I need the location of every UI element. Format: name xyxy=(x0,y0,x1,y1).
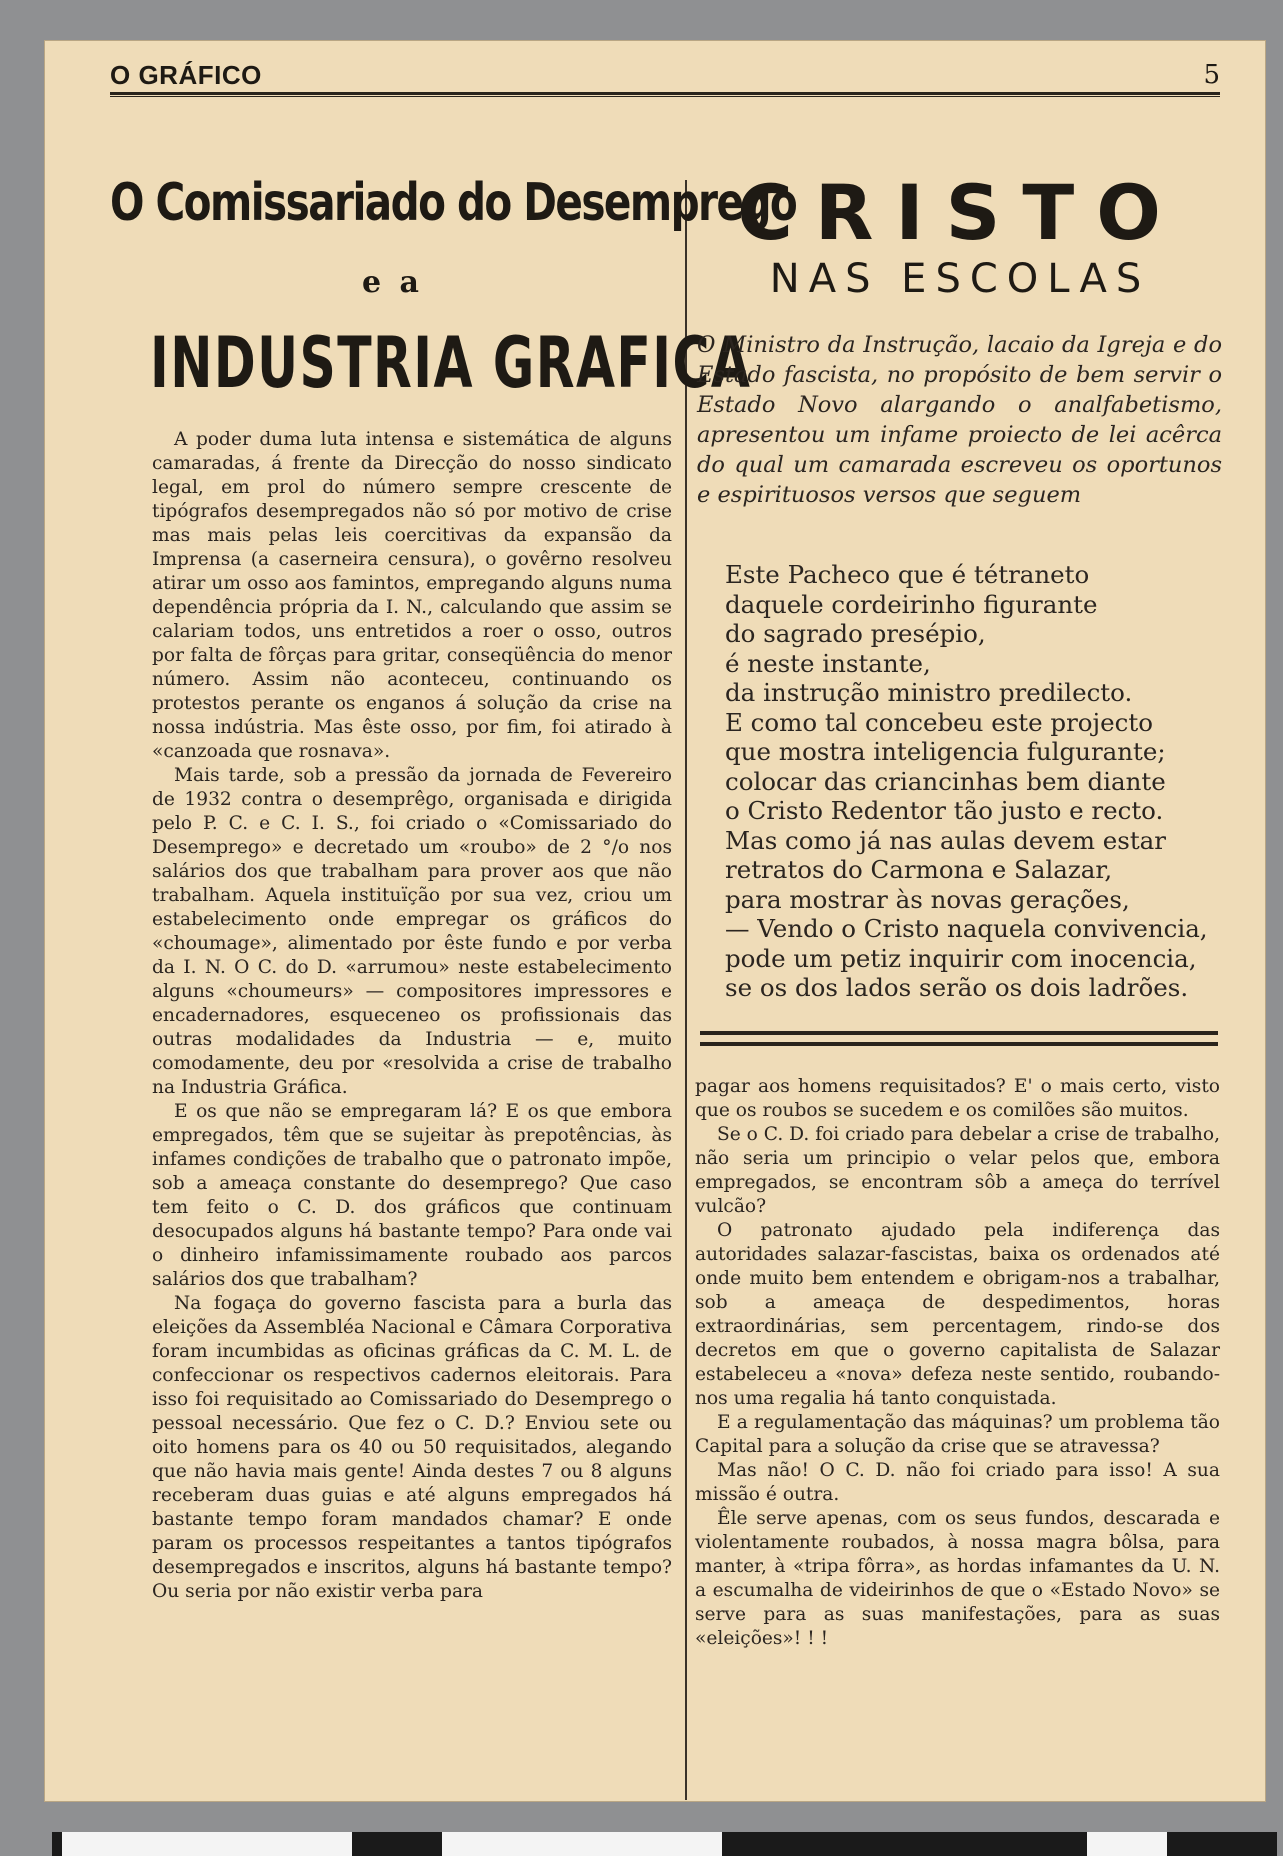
poem-line: que mostra inteligencia fulgurante; xyxy=(725,737,1166,766)
poem-line: E como tal concebeu este projecto xyxy=(725,707,1153,737)
publication-title: O GRÁFICO xyxy=(110,60,262,90)
poem-line: do sagrado presépio, xyxy=(725,619,986,648)
header-rule xyxy=(110,92,1220,95)
poem-line: Este Pacheco que é tétraneto xyxy=(725,560,1090,589)
poem-line: daquele cordeirinho figurante xyxy=(725,589,1098,619)
right-intro: O Ministro da Instrução, lacaio da Igreja e do Estado fascista, no propósito de bem servir o Estado Novo alargando o analfabetismo, apresentou um infame proiecto de lei acêrca do qual um camarada escreveu os oportunos e espirituosos versos que seguem xyxy=(697,332,1222,508)
poem-line: colocar das criancinhas bem diante xyxy=(725,766,1166,796)
paragraph: Na fogaça do governo fascista para a burla das eleições da Assembléa Nacional e Câmara Corporativa foram incumbidas as oficinas gráficas da C. M. L. de confeccionar os respectivos cadernos eleitorais. Para isso foi requisitado ao Comissariado do Desemprego o pessoal necessário. Que fez o C. D.? Enviou sete ou oito homens para os 40 ou 50 requisitados, alegando que não havia mais gente! Ainda destes 7 ou 8 alguns receberam duas guias e até alguns empregados há bastante tempo foram mandados chamar? E onde param os processos respeitantes a tantos tipógrafos desempregados e inscritos, alguns há bastante tempo? Ou seria por não existir verba para xyxy=(152,1293,672,1602)
poem-line: é neste instante, xyxy=(725,648,931,678)
paragraph: Se o C. D. foi criado para debelar a crise de trabalho, não seria um principio o velar pelos que, embora empregados, se encontram sôb a ameça do terrível vulcão? xyxy=(695,1124,1220,1217)
scan-scale-bar xyxy=(52,1832,1277,1856)
poem-line: se os dos lados serão os dois ladrões. xyxy=(725,973,1189,1002)
poem-line: da instrução ministro predilecto. xyxy=(725,678,1133,707)
poem-line: o Cristo Redentor tão justo e recto. xyxy=(725,796,1164,825)
paragraph: A poder duma luta intensa e sistemática de alguns camaradas, á frente da Direcção do nosso sindicato legal, em prol do número sempre crescente de tipógrafos desempregados não só por motivo de crise mas mais pelas leis coercitivas da expansão da Imprensa (a caserneira censura), o govêrno resolveu atirar um osso aos famintos, empregando alguns numa dependência própria da I. N., calculando que assim se calariam todos, uns entretidos a roer o osso, outros por falta de fôrças para gritar, conseqüência do menor número. Assim não aconteceu, continuando os protestos perante os enganos á solução da crise na nossa indústria. Mas êste osso, por fim, foi atirado à «canzoada que rosnava». xyxy=(152,429,672,762)
right-subheadline: NAS ESCOLAS xyxy=(769,256,1151,302)
poem xyxy=(725,560,1225,1003)
section-rule xyxy=(700,1042,1218,1046)
paragraph: E os que não se empregaram lá? E os que embora empregados, têm que se sujeitar às prepotências, às infames condições de trabalho que o patronato impõe, sob a ameaça constante do desemprego? Que caso tem feito o C. D. dos gráficos que continuam desocupados alguns há bastante tempo? Para onde vai o dinheiro infamissimamente roubado aos parcos salários dos que trabalham? xyxy=(152,1101,672,1290)
left-article-body xyxy=(152,428,672,1604)
column-divider xyxy=(685,180,687,1800)
right-headline: CRISTO xyxy=(737,168,1183,257)
poem-line: Mas como já nas aulas devem estar xyxy=(725,825,1166,855)
continuation-body xyxy=(695,1075,1220,1651)
paragraph: Mas não! O C. D. não foi criado para isso! A sua missão é outra. xyxy=(695,1460,1220,1505)
page-number: 5 xyxy=(1203,60,1220,90)
header-rule-thin xyxy=(110,96,1220,97)
poem-line: retratos do Carmona e Salazar, xyxy=(725,855,1113,884)
paragraph: Mais tarde, sob a pressão da jornada de Fevereiro de 1932 contra o desemprêgo, organisada e dirigida pelo P. C. e C. I. S., foi criado o «Comissariado do Desemprego» e decretado um «roubo» de 2 °/o nos salários dos que trabalham para prover aos que não trabalham. Aquela instituïção por sua vez, criou um estabelecimento onde empregar os gráficos do «choumage», alimentado por êste fundo e por verba da I. N. O C. do D. «arrumou» neste estabelecimento alguns «choumeurs» — compositores impressores e encadernadores, esqueceneo os profissionais das outras modalidades da Industria — e, muito comodamente, deu por «resolvida a crise de trabalho na Industria Gráfica. xyxy=(152,765,672,1098)
paragraph: pagar aos homens requisitados? E' o mais certo, visto que os roubos se sucedem e os comilões são muitos. xyxy=(695,1076,1220,1121)
left-headline-2: INDUSTRIA GRAFICA xyxy=(150,322,752,404)
left-headline-1: O Comissariado do Desemprego xyxy=(110,173,797,233)
poem-line: — Vendo o Cristo naquela convivencia, xyxy=(725,914,1208,943)
paragraph: Êle serve apenas, com os seus fundos, descarada e violentamente roubados, à nossa magra bôlsa, para manter, à «tripa fôrra», as hordas infamantes da U. N. a escumalha de videirinhos de que o «Estado Novo» se serve para as suas manifestações, para as suas «eleições»! ! ! xyxy=(695,1508,1220,1649)
left-headline-connector: e a xyxy=(362,265,423,300)
paragraph: O patronato ajudado pela indiferença das autoridades salazar-fascistas, baixa os ordenados até onde muito bem entendem e obrigam-nos a trabalhar, sob a ameaça de despedimentos, horas extraordinárias, sem percentagem, rindo-se dos decretos em que o governo capitalista de Salazar estabeleceu a «nova» defeza neste sentido, roubando-nos uma regalia há tanto conquistada. xyxy=(695,1220,1220,1409)
paragraph: E a regulamentação das máquinas? um problema tão Capital para a solução da crise que se atravessa? xyxy=(695,1412,1220,1457)
poem-line: para mostrar às novas gerações, xyxy=(725,884,1130,914)
poem-line: pode um petiz inquirir com inocencia, xyxy=(725,943,1197,973)
section-rule xyxy=(700,1031,1218,1035)
